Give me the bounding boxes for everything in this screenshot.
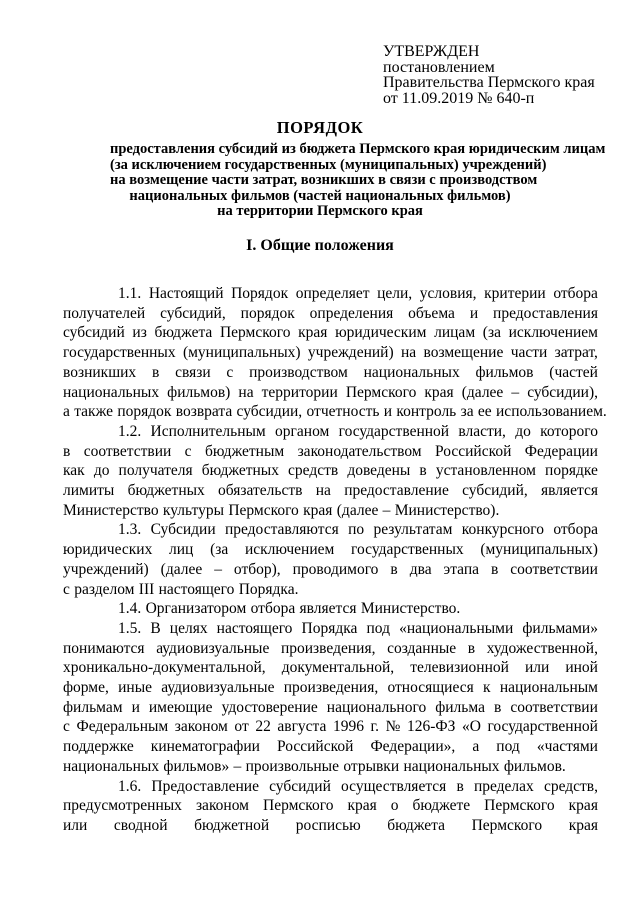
document-title: ПОРЯДОК <box>276 118 364 137</box>
text-line: 1.4. Организатором отбора является Министерство. <box>118 600 461 618</box>
subtitle-line: предоставления субсидий из бюджета Пермского края юридическим лицам <box>110 141 606 157</box>
text-line: 1.3. Субсидии предоставляются по результатам конкурсного отбора <box>118 521 598 539</box>
body-text <box>63 284 607 836</box>
text-line: 1.5. В целях настоящего Порядка под «национальными фильмами» <box>118 619 598 637</box>
text-line: лимиты бюджетных обязательств на предоставление субсидий, является <box>63 482 598 500</box>
text-line: Министерство культуры Пермского края (далее – Министерство). <box>63 501 500 519</box>
text-line: понимаются аудиовизуальные произведения, созданные в художественной, <box>63 639 598 657</box>
approval-line-government: Правительства Пермского края <box>383 74 595 91</box>
subtitle-line: национальных фильмов (частей национальных фильмов) <box>129 187 511 204</box>
text-line: национальных фильмов) на территории Пермского края (далее – субсидии), <box>63 383 598 401</box>
text-line: в соответствии с бюджетным законодательством Российской Федерации <box>63 442 598 460</box>
text-line: 1.1. Настоящий Порядок определяет цели, условия, критерии отбора <box>118 285 598 302</box>
text-line: 1.2. Исполнительным органом государственной власти, до которого <box>118 422 598 440</box>
text-line: 1.6. Предоставление субсидий осуществляется в пределах средств, <box>118 777 598 795</box>
text-line: или сводной бюджетной росписью бюджета Пермского края <box>63 816 598 834</box>
text-line: форме, иные аудиовизуальные произведения, относящиеся к национальным <box>63 679 598 697</box>
text-line: субсидий из бюджета Пермского края юридическим лицам (за исключением <box>63 324 598 342</box>
approval-stamp <box>383 44 595 106</box>
subtitle-line: на возмещение части затрат, возникших в связи с производством <box>110 172 538 188</box>
text-line: хроникально-документальной, документальной, телевизионной или иной <box>63 659 598 677</box>
subtitle-line: на территории Пермского края <box>217 203 423 219</box>
text-line: получателей субсидий, порядок определения объема и предоставления <box>63 304 598 322</box>
text-line: фильмам и имеющие удостоверение национального фильма в соответствии <box>63 698 598 716</box>
text-line: с Федеральным законом от 22 августа 1996 г. № 126-ФЗ «О государственной <box>63 718 598 736</box>
text-line: учреждений) (далее – отбор), проводимого в два этапа в соответствии <box>63 560 598 578</box>
text-line: юридических лиц (за исключением государственных (муниципальных) <box>63 541 598 559</box>
subtitle-line: (за исключением государственных (муниципальных) учреждений) <box>110 156 547 173</box>
text-line: предусмотренных законом Пермского края о бюджете Пермского края <box>63 797 598 815</box>
document-subtitle <box>110 141 606 220</box>
approval-line-approved: УТВЕРЖДЕН <box>383 43 480 60</box>
section-heading: I. Общие положения <box>246 237 394 254</box>
text-line: национальных фильмов» – произвольные отрывки национальных фильмов. <box>63 757 566 775</box>
approval-line-date-number: от 11.09.2019 № 640-п <box>383 89 535 107</box>
approval-line-decree: постановлением <box>383 58 495 76</box>
text-line: возникших в связи с производством национальных фильмов (частей <box>63 363 598 381</box>
text-line: государственных (муниципальных) учреждений) на возмещение части затрат, <box>63 344 598 362</box>
text-line: поддержке кинематографии Российской Федерации», а под «частями <box>63 738 598 756</box>
text-line: а также порядок возврата субсидии, отчетность и контроль за ее использованием. <box>63 403 607 421</box>
text-line: с разделом III настоящего Порядка. <box>63 580 299 598</box>
text-line: как до получателя бюджетных средств доведены в установленном порядке <box>63 462 598 480</box>
